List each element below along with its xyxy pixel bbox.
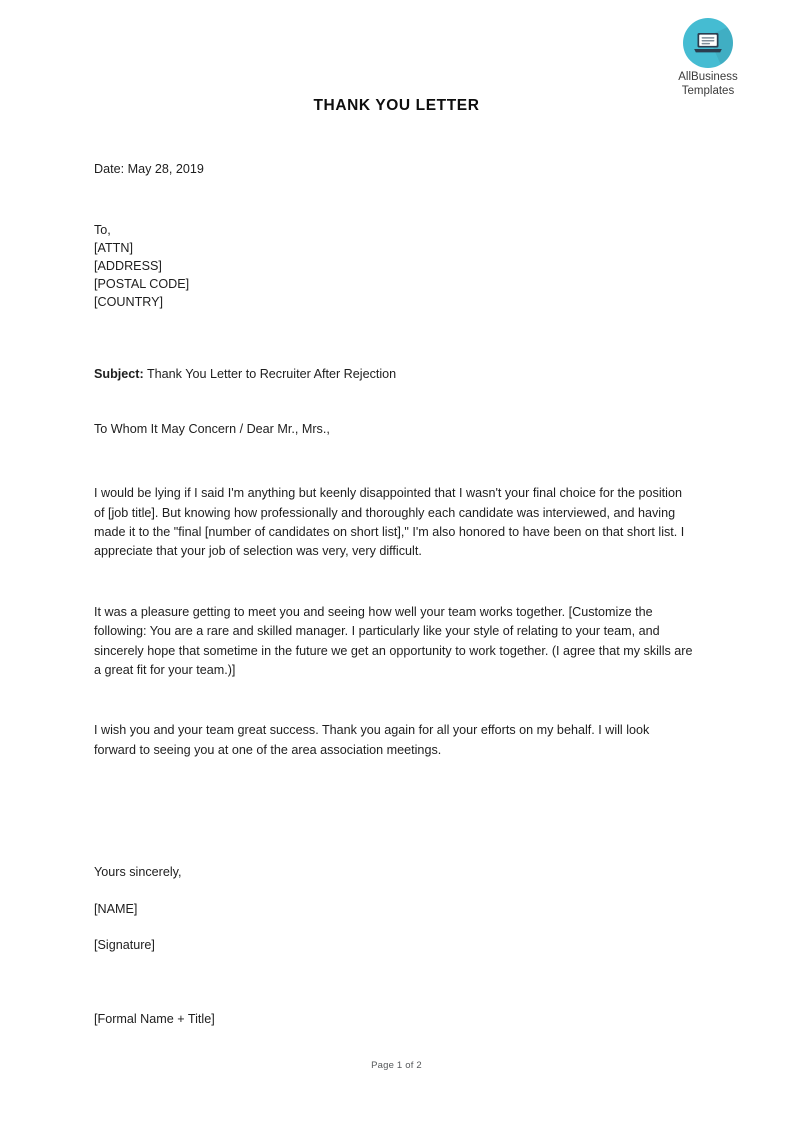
- subject-line: [94, 365, 694, 384]
- closing-signature: [Signature]: [94, 938, 155, 953]
- recipient-postal-code: [POSTAL CODE]: [94, 277, 190, 292]
- letter-body: [94, 160, 694, 1029]
- brand-logo: [653, 18, 763, 98]
- body-paragraph-1: I would be lying if I said I'm anything but keenly disappointed that I wasn't your final choice for the position of [job title]. But knowing how professionally and thoroughly each candidate was interviewed, and having made it to the "final [number of candidates on short list]," I'm also honored to have been on that short list. I appreciate that your job of selection was very, very difficult.: [94, 486, 685, 559]
- closing-sign-off: Yours sincerely,: [94, 865, 182, 880]
- recipient-address-block: [94, 221, 694, 311]
- body-paragraph-2: It was a pleasure getting to meet you and seeing how well your team works together. [Customize the following: You are a rare and skilled manager. I particularly like your style of relating to your team, and sincerely hope that sometime in the future we get an opportunity to work together. (I agree that my skills are a great fit for your team.)]: [94, 604, 693, 678]
- recipient-address: [ADDRESS]: [94, 259, 162, 274]
- closing-formal-name-title: [Formal Name + Title]: [94, 1011, 215, 1026]
- recipient-attn: [ATTN]: [94, 241, 133, 256]
- body-paragraph-3: I wish you and your team great success. Thank you again for all your efforts on my behalf. I will look forward to seeing you at one of the area association meetings.: [94, 723, 650, 757]
- brand-name-line1: AllBusiness: [678, 71, 738, 83]
- page-title: THANK YOU LETTER: [313, 97, 480, 114]
- subject-label: Subject:: [94, 367, 144, 382]
- date-line: Date: May 28, 2019: [94, 162, 204, 176]
- salutation: To Whom It May Concern / Dear Mr., Mrs.,: [94, 421, 330, 436]
- page-footer: Page 1 of 2: [371, 1060, 422, 1071]
- recipient-country: [COUNTRY]: [94, 295, 164, 310]
- closing-name: [NAME]: [94, 901, 138, 916]
- laptop-icon: [683, 18, 733, 68]
- recipient-to: To,: [94, 223, 111, 238]
- closing-block: [94, 863, 694, 1029]
- brand-name-line2: Templates: [681, 84, 735, 97]
- subject-value: Thank You Letter to Recruiter After Rejection: [146, 367, 397, 382]
